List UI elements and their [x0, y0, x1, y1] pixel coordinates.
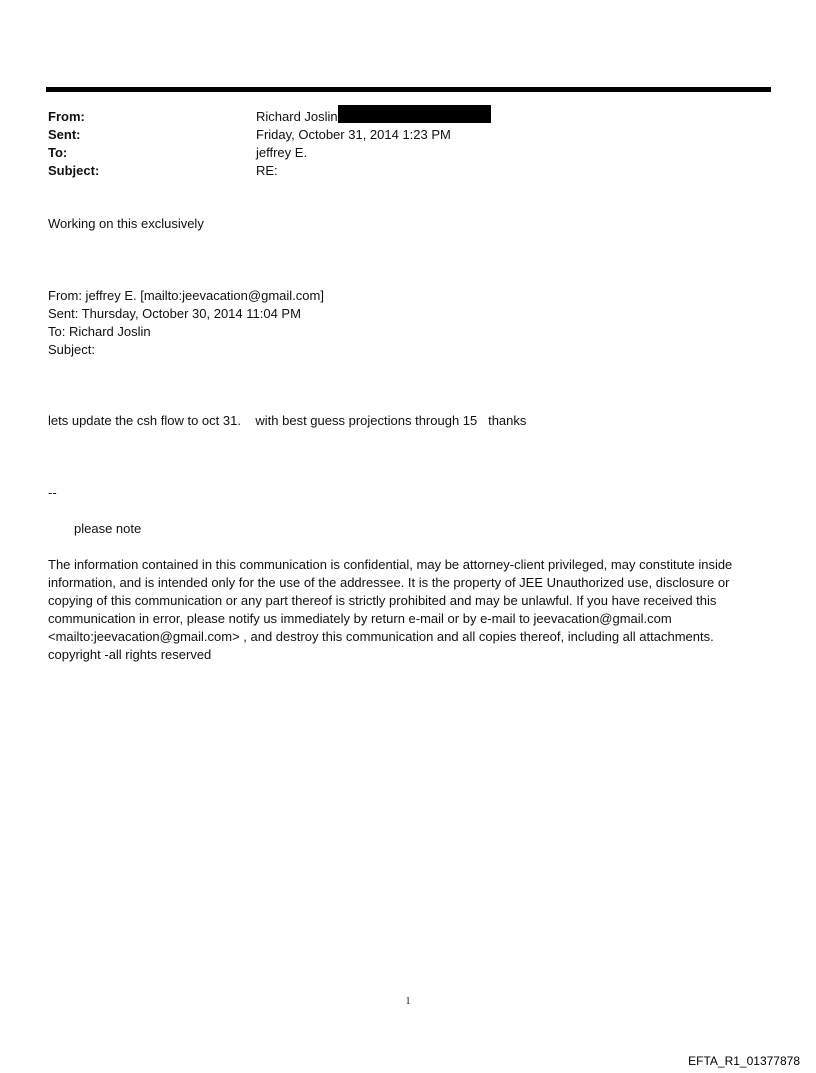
bates-number: EFTA_R1_01377878 — [688, 1054, 800, 1068]
quoted-body: lets update the csh flow to oct 31. with best guess projections through 15 thanks — [48, 413, 527, 428]
to-value: jeffrey E. — [256, 145, 308, 160]
header-divider — [46, 87, 771, 92]
quoted-from-line: From: jeffrey E. [mailto:jeevacation@gmail.com] — [48, 288, 324, 303]
subject-value: RE: — [256, 163, 278, 178]
page-number: 1 — [405, 996, 411, 1007]
quoted-to-line: To: Richard Joslin — [48, 324, 151, 339]
to-label: To: — [48, 145, 68, 160]
from-row — [48, 108, 491, 126]
from-label: From: — [48, 109, 85, 124]
from-name: Richard Joslin — [256, 109, 338, 124]
sent-value: Friday, October 31, 2014 1:23 PM — [256, 127, 451, 142]
quoted-sent-line: Sent: Thursday, October 30, 2014 11:04 PM — [48, 306, 301, 321]
sent-label: Sent: — [48, 127, 81, 142]
subject-label: Subject: — [48, 163, 100, 178]
subject-row — [48, 162, 491, 180]
from-value — [256, 108, 491, 126]
please-note: please note — [74, 521, 142, 536]
email-header — [48, 108, 491, 180]
sent-row — [48, 126, 491, 144]
to-row — [48, 144, 491, 162]
redaction-box — [338, 105, 491, 123]
disclaimer-paragraph: The information contained in this communication is confidential, may be attorney-client privileged, may constitute inside information, and is intended only for the use of the addressee. It is the property of JEE Unauthorized use, disclosure or copying of this communication or any part thereof is strictly prohibited and may be unlawful. If you have received this communication in error, please notify us immediately by return e-mail or by e-mail to jeevacation@gmail.com <mailto:jeevacation@gmail.com> , and destroy this communication and all copies thereof, including all attachments. copyright -all rights reserved — [48, 557, 733, 662]
reply-body: Working on this exclusively — [48, 216, 204, 231]
quoted-subject-line: Subject: — [48, 342, 95, 357]
signature-separator: -- — [48, 485, 57, 500]
